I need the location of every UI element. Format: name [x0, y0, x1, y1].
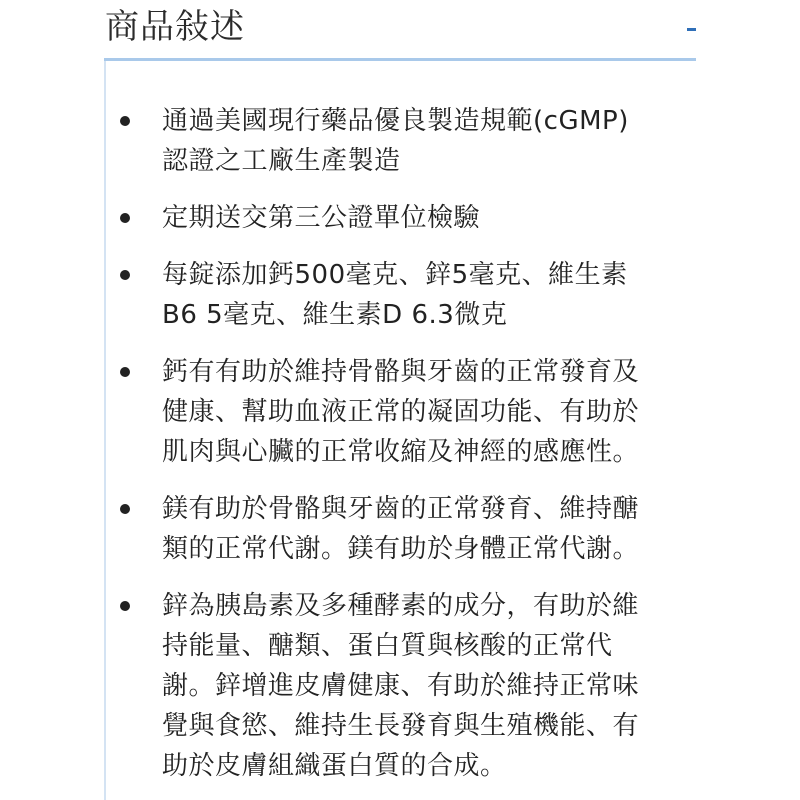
feature-line: 每錠添加鈣500毫克、鋅5毫克、維生素 — [162, 260, 628, 290]
bullet-icon — [120, 270, 130, 280]
feature-list — [106, 101, 696, 800]
feature-line: 健康、幫助血液正常的凝固功能、有助於 — [162, 397, 640, 427]
bullet-icon — [120, 601, 130, 611]
feature-line: 認證之工廠生產製造 — [162, 146, 401, 176]
bullet-icon — [120, 504, 130, 514]
bullet-icon — [120, 367, 130, 377]
feature-item-calcium — [106, 352, 696, 472]
minus-icon — [687, 28, 696, 31]
collapse-toggle-button[interactable] — [680, 14, 700, 44]
feature-line: 覺與食慾、維持生長發育與生殖機能、有 — [162, 711, 640, 741]
feature-line: 肌肉與心臟的正常收縮及神經的感應性。 — [162, 437, 640, 467]
feature-line: 類的正常代謝。鎂有助於身體正常代謝。 — [162, 534, 640, 564]
feature-item-magnesium — [106, 489, 696, 569]
section-title: 商品敍述 — [105, 7, 245, 47]
feature-item-zinc — [106, 586, 696, 786]
feature-line: 鎂有助於骨骼與牙齒的正常發育、維持醣 — [162, 494, 640, 524]
feature-line: 謝。鋅增進皮膚健康、有助於維持正常味 — [162, 671, 640, 701]
feature-line: 鋅為胰島素及多種酵素的成分，有助於維 — [162, 591, 640, 621]
section-header — [0, 0, 696, 58]
feature-item-ingredients — [106, 255, 696, 335]
description-panel — [104, 61, 696, 800]
feature-line: 助於皮膚組織蛋白質的合成。 — [162, 751, 507, 781]
bullet-icon — [120, 213, 130, 223]
feature-line: 持能量、醣類、蛋白質與核酸的正常代 — [162, 631, 613, 661]
feature-item-inspection — [106, 198, 696, 238]
bullet-icon — [120, 116, 130, 126]
feature-item-cgmp — [106, 101, 696, 181]
feature-line: 鈣有有助於維持骨骼與牙齒的正常發育及 — [162, 357, 640, 387]
feature-line: B6 5毫克、維生素D 6.3微克 — [162, 300, 508, 330]
feature-line: 通過美國現行藥品優良製造規範(cGMP) — [162, 106, 629, 136]
feature-line: 定期送交第三公證單位檢驗 — [162, 203, 481, 233]
